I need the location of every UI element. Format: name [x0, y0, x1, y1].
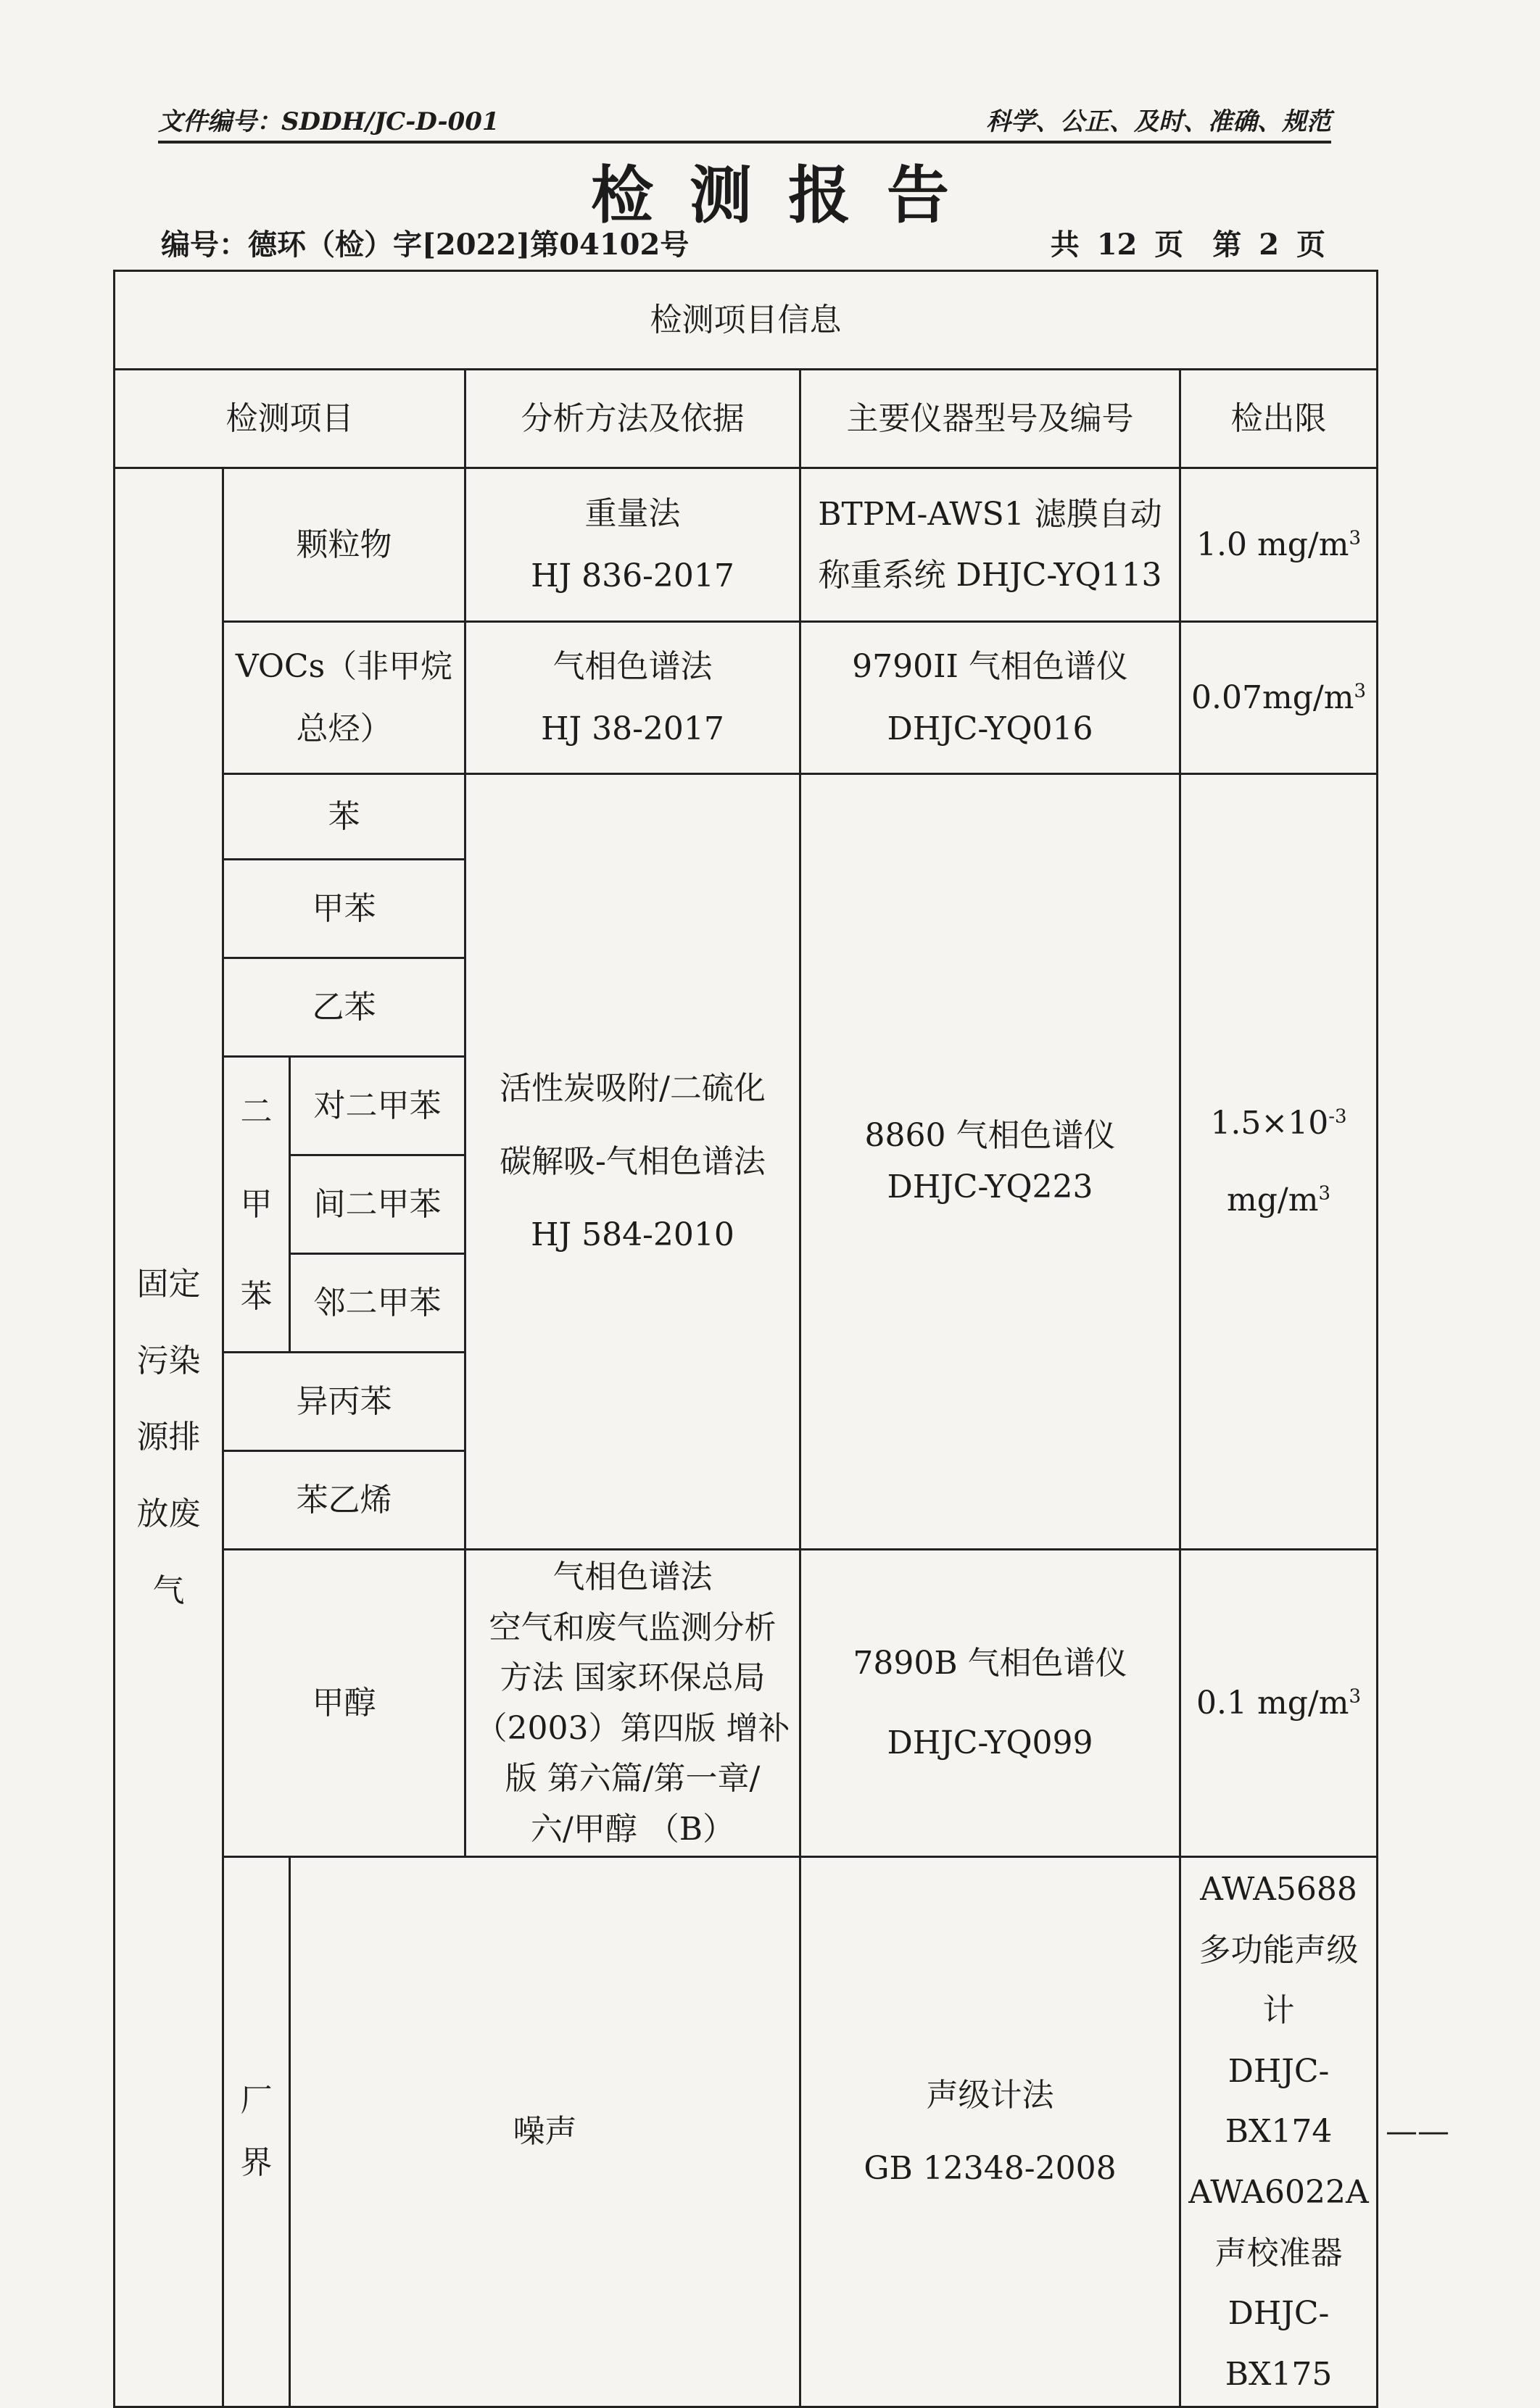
- method-line: HJ 38-2017: [541, 710, 724, 747]
- method-line: 气相色谱法: [552, 1558, 713, 1595]
- page-info: 共 12 页 第 2 页: [1050, 228, 1325, 262]
- table-row: [115, 1550, 1378, 1857]
- limit-aromatics: [1180, 774, 1378, 1550]
- item-toluene: 甲苯: [223, 860, 465, 958]
- report-title: 检测报告: [591, 159, 985, 232]
- method-line: 气相色谱法: [552, 647, 713, 685]
- method-line: 声级计法: [926, 2077, 1054, 2114]
- method-line: GB 12348-2008: [864, 2150, 1117, 2188]
- section-title: 检测项目信息: [115, 271, 1378, 370]
- table-row: [115, 622, 1378, 774]
- item-particulate: 颗粒物: [223, 468, 465, 622]
- item-styrene: 苯乙烯: [223, 1451, 465, 1550]
- instrument-particulate: [800, 468, 1180, 622]
- instrument-line: DHJC-BX175: [1225, 2295, 1333, 2393]
- method-noise: [800, 1857, 1180, 2407]
- instrument-line: DHJC-BX174: [1225, 2052, 1333, 2151]
- category-boundary: 厂界: [223, 1857, 290, 2407]
- category-stationary-label: 固定污染源排放废气: [136, 1266, 201, 1609]
- section-title-row: [115, 271, 1378, 370]
- table-row: [115, 468, 1378, 622]
- instrument-line: 称重系统 DHJC-YQ113: [818, 556, 1162, 594]
- instrument-noise: [1180, 1857, 1378, 2407]
- item-o-xylene: 邻二甲苯: [290, 1254, 465, 1353]
- category-stationary: [115, 468, 223, 2407]
- instrument-line: DHJC-YQ016: [887, 710, 1093, 747]
- item-p-xylene: 对二甲苯: [290, 1057, 465, 1155]
- header-row: [115, 370, 1378, 468]
- method-line: 碳解吸-气相色谱法: [500, 1142, 766, 1180]
- motto: 科学、公正、及时、准确、规范: [986, 107, 1331, 136]
- item-vocs: [223, 622, 465, 774]
- method-aromatics: [465, 774, 800, 1550]
- report-number: 编号：德环（检）字[2022]第04102号: [161, 228, 690, 262]
- limit-value: 0.07mg/m: [1191, 678, 1354, 716]
- item-line: VOCs（非甲烷: [235, 647, 453, 685]
- item-methanol: 甲醇: [223, 1550, 465, 1857]
- limit-vocs: [1180, 622, 1378, 774]
- limit-sup: 3: [1349, 1685, 1361, 1707]
- limit-sup: -3: [1328, 1105, 1347, 1128]
- limit-value: mg/m: [1227, 1181, 1319, 1218]
- test-items-table: [113, 270, 1450, 2408]
- item-m-xylene: 间二甲苯: [290, 1155, 465, 1254]
- instrument-methanol: [800, 1550, 1180, 1857]
- instrument-aromatics: [800, 774, 1180, 1550]
- limit-sup: 3: [1349, 526, 1361, 549]
- method-line: 空气和废气监测分析: [489, 1608, 777, 1646]
- limit-value: 0.1 mg/m: [1196, 1684, 1349, 1722]
- file-number: 文件编号：SDDH/JC-D-001: [158, 107, 500, 136]
- limit-value: 1.5×10: [1210, 1104, 1329, 1142]
- method-line: 六/甲醇 （B）: [530, 1810, 735, 1848]
- instrument-line: DHJC-YQ099: [887, 1724, 1093, 1761]
- method-line: 重量法: [584, 494, 681, 532]
- instrument-line: 8860 气相色谱仪: [864, 1117, 1116, 1155]
- method-particulate: [465, 468, 800, 622]
- item-line: 总烃）: [296, 710, 392, 747]
- header-item: 检测项目: [115, 370, 465, 468]
- instrument-vocs: [800, 622, 1180, 774]
- item-cumene: 异丙苯: [223, 1353, 465, 1451]
- xylene-group-label: 二甲苯: [240, 1093, 273, 1316]
- table-row: [115, 774, 1378, 860]
- limit-value: 1.0 mg/m: [1196, 526, 1349, 563]
- limit-methanol: [1180, 1550, 1378, 1857]
- xylene-group: [223, 1057, 290, 1353]
- instrument-line: AWA6022A 声校准器: [1188, 2174, 1369, 2272]
- item-ethylbenzene: 乙苯: [223, 958, 465, 1057]
- limit-sup: 3: [1318, 1182, 1330, 1204]
- table-row: 厂界 噪声 声级计法 GB 12348-2008 AWA5688 多功能声级计 DHJC-BX174 AWA6022A 声校准器 DHJC-BX175 ——: [115, 1857, 1378, 2407]
- method-line: 活性炭吸附/二硫化: [500, 1069, 766, 1107]
- method-vocs: [465, 622, 800, 774]
- limit-particulate: [1180, 468, 1378, 622]
- method-line: 版 第六篇/第一章/: [505, 1760, 761, 1798]
- limit-sup: 3: [1354, 679, 1366, 702]
- instrument-line: DHJC-YQ223: [887, 1168, 1093, 1205]
- method-line: （2003）第四版 增补: [475, 1709, 790, 1747]
- header-limit: 检出限: [1180, 370, 1378, 468]
- instrument-line: AWA5688 多功能声级计: [1199, 1871, 1359, 2030]
- limit-line: [1188, 1162, 1369, 1239]
- instrument-line: BTPM-AWS1 滤膜自动: [818, 495, 1162, 533]
- header-instrument: 主要仪器型号及编号: [800, 370, 1180, 468]
- item-benzene: 苯: [223, 774, 465, 860]
- limit-line: [1188, 1085, 1369, 1162]
- method-line: 方法 国家环保总局: [500, 1659, 766, 1697]
- item-noise: 噪声: [290, 1857, 800, 2407]
- method-line: HJ 836-2017: [531, 557, 734, 594]
- method-line: HJ 584-2010: [531, 1216, 734, 1254]
- header-rule: [158, 141, 1331, 144]
- document-header: [158, 101, 1331, 136]
- instrument-line: 9790II 气相色谱仪: [852, 647, 1128, 685]
- header-method: 分析方法及依据: [465, 370, 800, 468]
- instrument-line: 7890B 气相色谱仪: [853, 1644, 1127, 1682]
- method-methanol: [465, 1550, 800, 1857]
